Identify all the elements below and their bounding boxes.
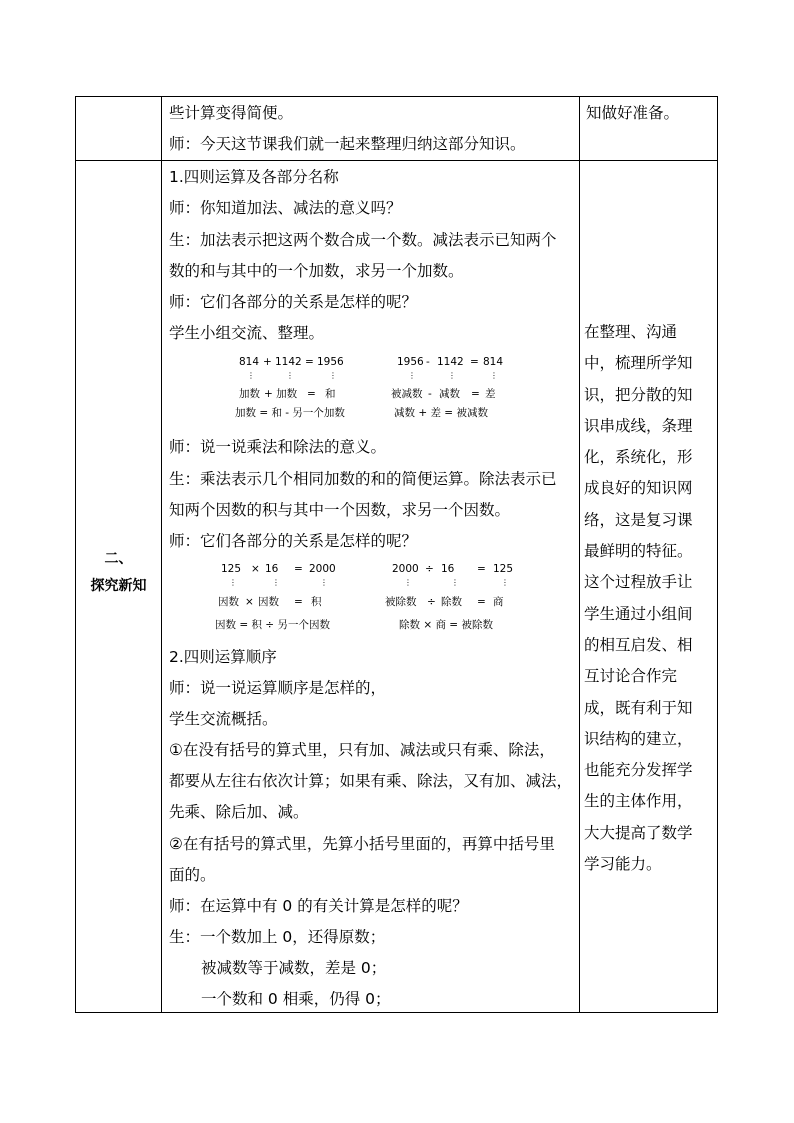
eq-term: 814 (239, 356, 260, 368)
part-name: 因数 (218, 596, 239, 608)
dotted-connector: ⋮ (286, 371, 294, 380)
relation-rule: 因数 = 积 ÷ 另一个因数 (215, 619, 330, 631)
row2-line: 师：在运算中有 0 的有关计算是怎样的呢？ (169, 897, 468, 915)
row1-line-2: 师：今天这节课我们就一起来整理归纳这部分知识。 (169, 135, 526, 153)
part-name: × (245, 596, 254, 608)
dotted-connector: ⋮ (490, 371, 498, 380)
note-line: 成良好的知识网 (584, 479, 693, 498)
eq-term: 2000 (309, 563, 336, 575)
eq-term: 1956 (397, 356, 424, 368)
eq-op: = (294, 563, 303, 575)
section-title-2: 2.四则运算顺序 (169, 648, 277, 666)
row2-line: 面的。 (169, 866, 216, 884)
note-line: 中，梳理所学知 (584, 354, 693, 373)
part-name: 除数 (441, 596, 462, 608)
part-name: - (428, 388, 432, 400)
eq-term: 16 (265, 563, 279, 575)
dotted-connector: ⋮ (404, 578, 412, 587)
note-line: 大大提高了数学 (584, 823, 693, 842)
row2-line: 师：它们各部分的关系是怎样的呢？ (169, 532, 418, 550)
eq-term: 1142 (437, 356, 464, 368)
row2-line: 师：你知道加法、减法的意义吗？ (169, 199, 402, 217)
row2-line: 知两个因数的积与其中一个因数，求另一个因数。 (169, 501, 511, 519)
part-name: = (294, 596, 303, 608)
row2-line: 师：说一说乘法和除法的意义。 (169, 438, 387, 456)
eq-term: 2000 (392, 563, 419, 575)
part-name: 积 (311, 596, 322, 608)
part-name: 和 (325, 388, 336, 400)
note-line: 的相互启发、相 (584, 635, 693, 654)
eq-op: = (477, 563, 486, 575)
row2-line: 师：它们各部分的关系是怎样的呢？ (169, 293, 418, 311)
dotted-connector: ⋮ (448, 371, 456, 380)
phase-title: 探究新知 (90, 578, 147, 594)
eq-term: 814 (483, 356, 504, 368)
eq-term: 16 (441, 563, 455, 575)
section-title-1: 1.四则运算及各部分名称 (169, 168, 339, 186)
dotted-connector: ⋮ (329, 371, 337, 380)
row2-line: ①在没有括号的算式里，只有加、减法或只有乘、除法， (169, 741, 555, 759)
note-line: 识，把分散的知 (584, 385, 693, 404)
note-line: 学生通过小组间 (584, 604, 693, 623)
note-line: 络，这是复习课 (584, 510, 693, 529)
dotted-connector: ⋮ (451, 578, 459, 587)
note-line: 也能充分发挥学 (584, 761, 693, 780)
part-name: 差 (485, 388, 496, 400)
design-intent-note (584, 317, 710, 880)
row2-line: 学生交流概括。 (169, 710, 278, 728)
row2-line: 都要从左往右依次计算；如果有乘、除法，又有加、减法， (169, 772, 573, 790)
eq-op: ÷ (425, 563, 434, 575)
row2-line: 一个数和 0 相乘，仍得 0； (201, 990, 391, 1008)
eq-term: 1142 (275, 356, 302, 368)
row2-line: 生：一个数加上 0，还得原数； (169, 928, 386, 946)
dotted-connector: ⋮ (320, 578, 328, 587)
note-line: 这个过程放手让 (584, 573, 693, 592)
relation-rule: 加数 = 和 - 另一个加数 (235, 407, 345, 419)
note-line: 化，系统化，形 (584, 448, 693, 467)
part-name: = (307, 388, 316, 400)
row2-line: 生：乘法表示几个相同加数的和的简便运算。除法表示已 (169, 470, 557, 488)
part-name: + 加数 (264, 388, 298, 400)
part-name: 商 (493, 596, 504, 608)
row1-note: 知做好准备。 (586, 104, 680, 122)
row2-line: 学生小组交流、整理。 (169, 324, 325, 342)
note-line: 识串成线，条理 (584, 416, 693, 435)
row2-line: 生：加法表示把这两个数合成一个数。减法表示已知两个 (169, 231, 557, 249)
eq-op: × (251, 563, 260, 575)
part-name: = (471, 388, 480, 400)
column-divider-1 (161, 97, 162, 1012)
part-name: = (477, 596, 486, 608)
eq-term: 125 (221, 563, 242, 575)
row2-line: 被减数等于减数，差是 0； (201, 959, 387, 977)
part-name: 因数 (258, 596, 279, 608)
eq-op: = (470, 356, 479, 368)
note-line: 在整理、沟通 (584, 323, 678, 341)
note-line: 最鲜明的特征。 (584, 542, 693, 561)
eq-term: 125 (493, 563, 514, 575)
relation-rule: 除数 × 商 = 被除数 (399, 619, 493, 631)
row1-line-1: 些计算变得简便。 (169, 104, 294, 122)
phase-number: 二、 (104, 551, 133, 567)
eq-op: - (426, 356, 430, 368)
dotted-connector: ⋮ (247, 371, 255, 380)
column-divider-2 (579, 97, 580, 1012)
dotted-connector: ⋮ (229, 578, 237, 587)
note-line: 生的主体作用， (584, 792, 693, 811)
lesson-table (75, 96, 718, 1013)
eq-op: = (305, 356, 314, 368)
row2-line: ②在有括号的算式里，先算小括号里面的，再算中括号里 (169, 835, 555, 853)
note-line: 互讨论合作完 (584, 667, 678, 686)
row2-line: 师：说一说运算顺序是怎样的， (169, 679, 387, 697)
eq-term: 1956 (317, 356, 344, 368)
note-line: 学习能力。 (584, 855, 662, 874)
dotted-connector: ⋮ (501, 578, 509, 587)
dotted-connector: ⋮ (408, 371, 416, 380)
row2-line: 数的和与其中的一个加数，求另一个加数。 (169, 262, 464, 280)
part-name: 加数 (239, 388, 260, 400)
part-name: 被减数 (391, 388, 423, 400)
row-divider (76, 160, 717, 161)
relation-rule: 减数 + 差 = 被减数 (394, 407, 488, 419)
note-line: 成，既有利于知 (584, 698, 693, 717)
part-name: 减数 (439, 388, 460, 400)
eq-op: + (263, 356, 272, 368)
dotted-connector: ⋮ (272, 578, 280, 587)
row2-line: 先乘、除后加、减。 (169, 803, 309, 821)
note-line: 识结构的建立， (584, 729, 693, 748)
part-name: 被除数 (385, 596, 417, 608)
part-name: ÷ (427, 596, 436, 608)
